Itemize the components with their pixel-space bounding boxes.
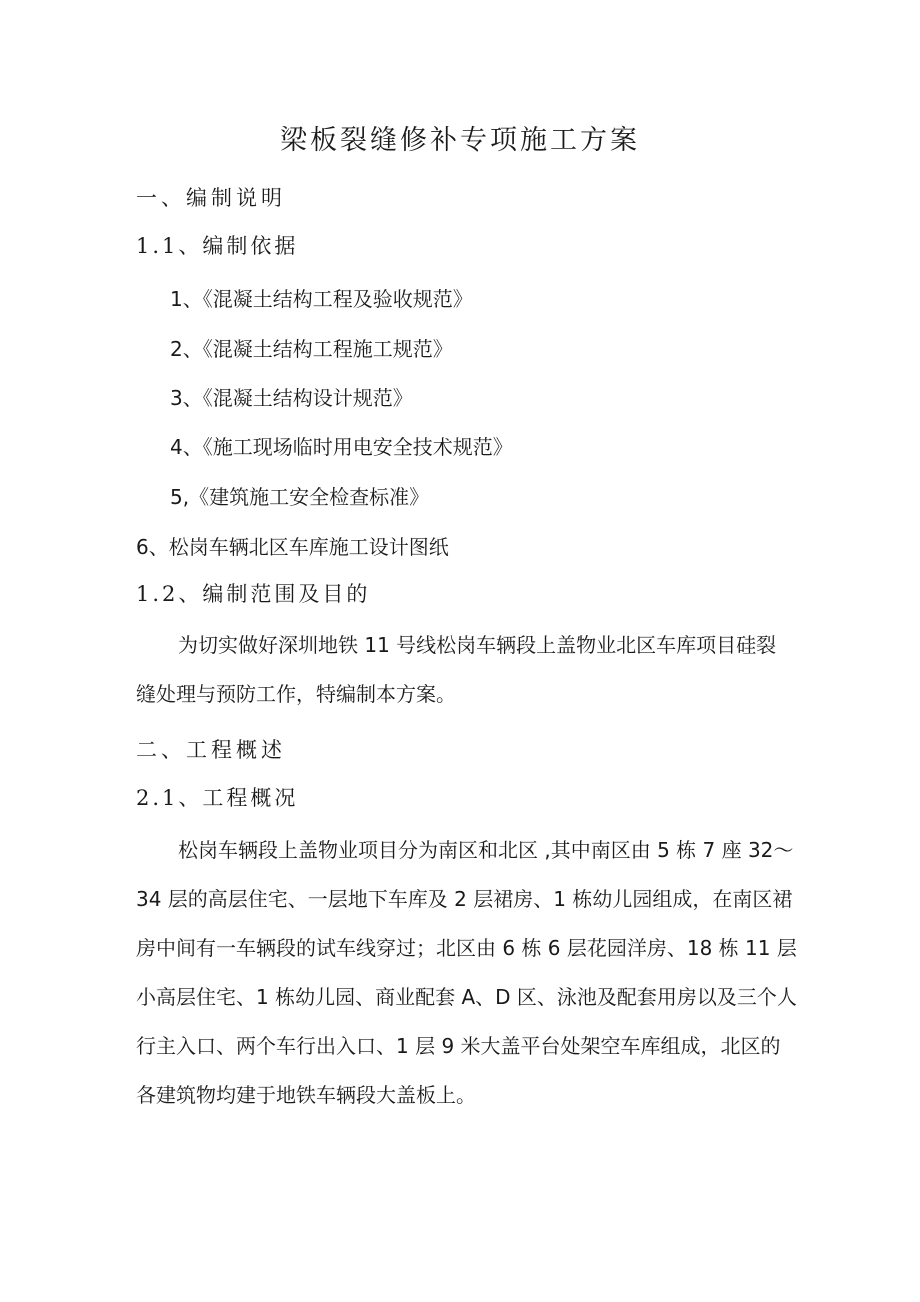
paragraph-line: 行主入口、两个车行出入口、1 层 9 米大盖平台处架空车库组成，北区的	[136, 1034, 781, 1058]
paragraph-line: 小高层住宅、1 栋幼儿园、商业配套 A、D 区、泳池及配套用房以及三个人	[136, 985, 797, 1009]
subsection-heading-2-1: 2.1、工程概况	[136, 786, 299, 810]
paragraph-line: 缝处理与预防工作，特编制本方案。	[136, 682, 456, 706]
reference-item-6: 6、松岗车辆北区车库施工设计图纸	[136, 535, 449, 559]
reference-item-4: 4、《施工现场临时用电安全技术规范》	[170, 435, 513, 459]
paragraph-line: 为切实做好深圳地铁 11 号线松岗车辆段上盖物业北区车库项目硅裂	[178, 633, 777, 657]
reference-item-5: 5,《建筑施工安全检查标准》	[170, 485, 430, 509]
section-heading-1: 一、编制说明	[136, 186, 286, 210]
paragraph-line: 松岗车辆段上盖物业项目分为南区和北区 ,其中南区由 5 栋 7 座 32～	[178, 838, 794, 862]
paragraph-line: 各建筑物均建于地铁车辆段大盖板上。	[136, 1083, 476, 1107]
subsection-heading-1-1: 1.1、编制依据	[136, 234, 299, 258]
paragraph-line: 房中间有一车辆段的试车线穿过；北区由 6 栋 6 层花园洋房、18 栋 11 层	[136, 936, 797, 960]
reference-item-3: 3、《混凝土结构设计规范》	[170, 386, 413, 410]
paragraph-line: 34 层的高层住宅、一层地下车库及 2 层裙房、1 栋幼儿园组成，在南区裙	[136, 887, 793, 911]
section-heading-2: 二、工程概述	[136, 738, 286, 762]
subsection-heading-1-2: 1.2、编制范围及目的	[136, 582, 371, 606]
reference-item-2: 2、《混凝土结构工程施工规范》	[170, 337, 453, 361]
document-title: 梁板裂缝修补专项施工方案	[280, 125, 640, 156]
reference-item-1: 1、《混凝土结构工程及验收规范》	[170, 287, 473, 311]
